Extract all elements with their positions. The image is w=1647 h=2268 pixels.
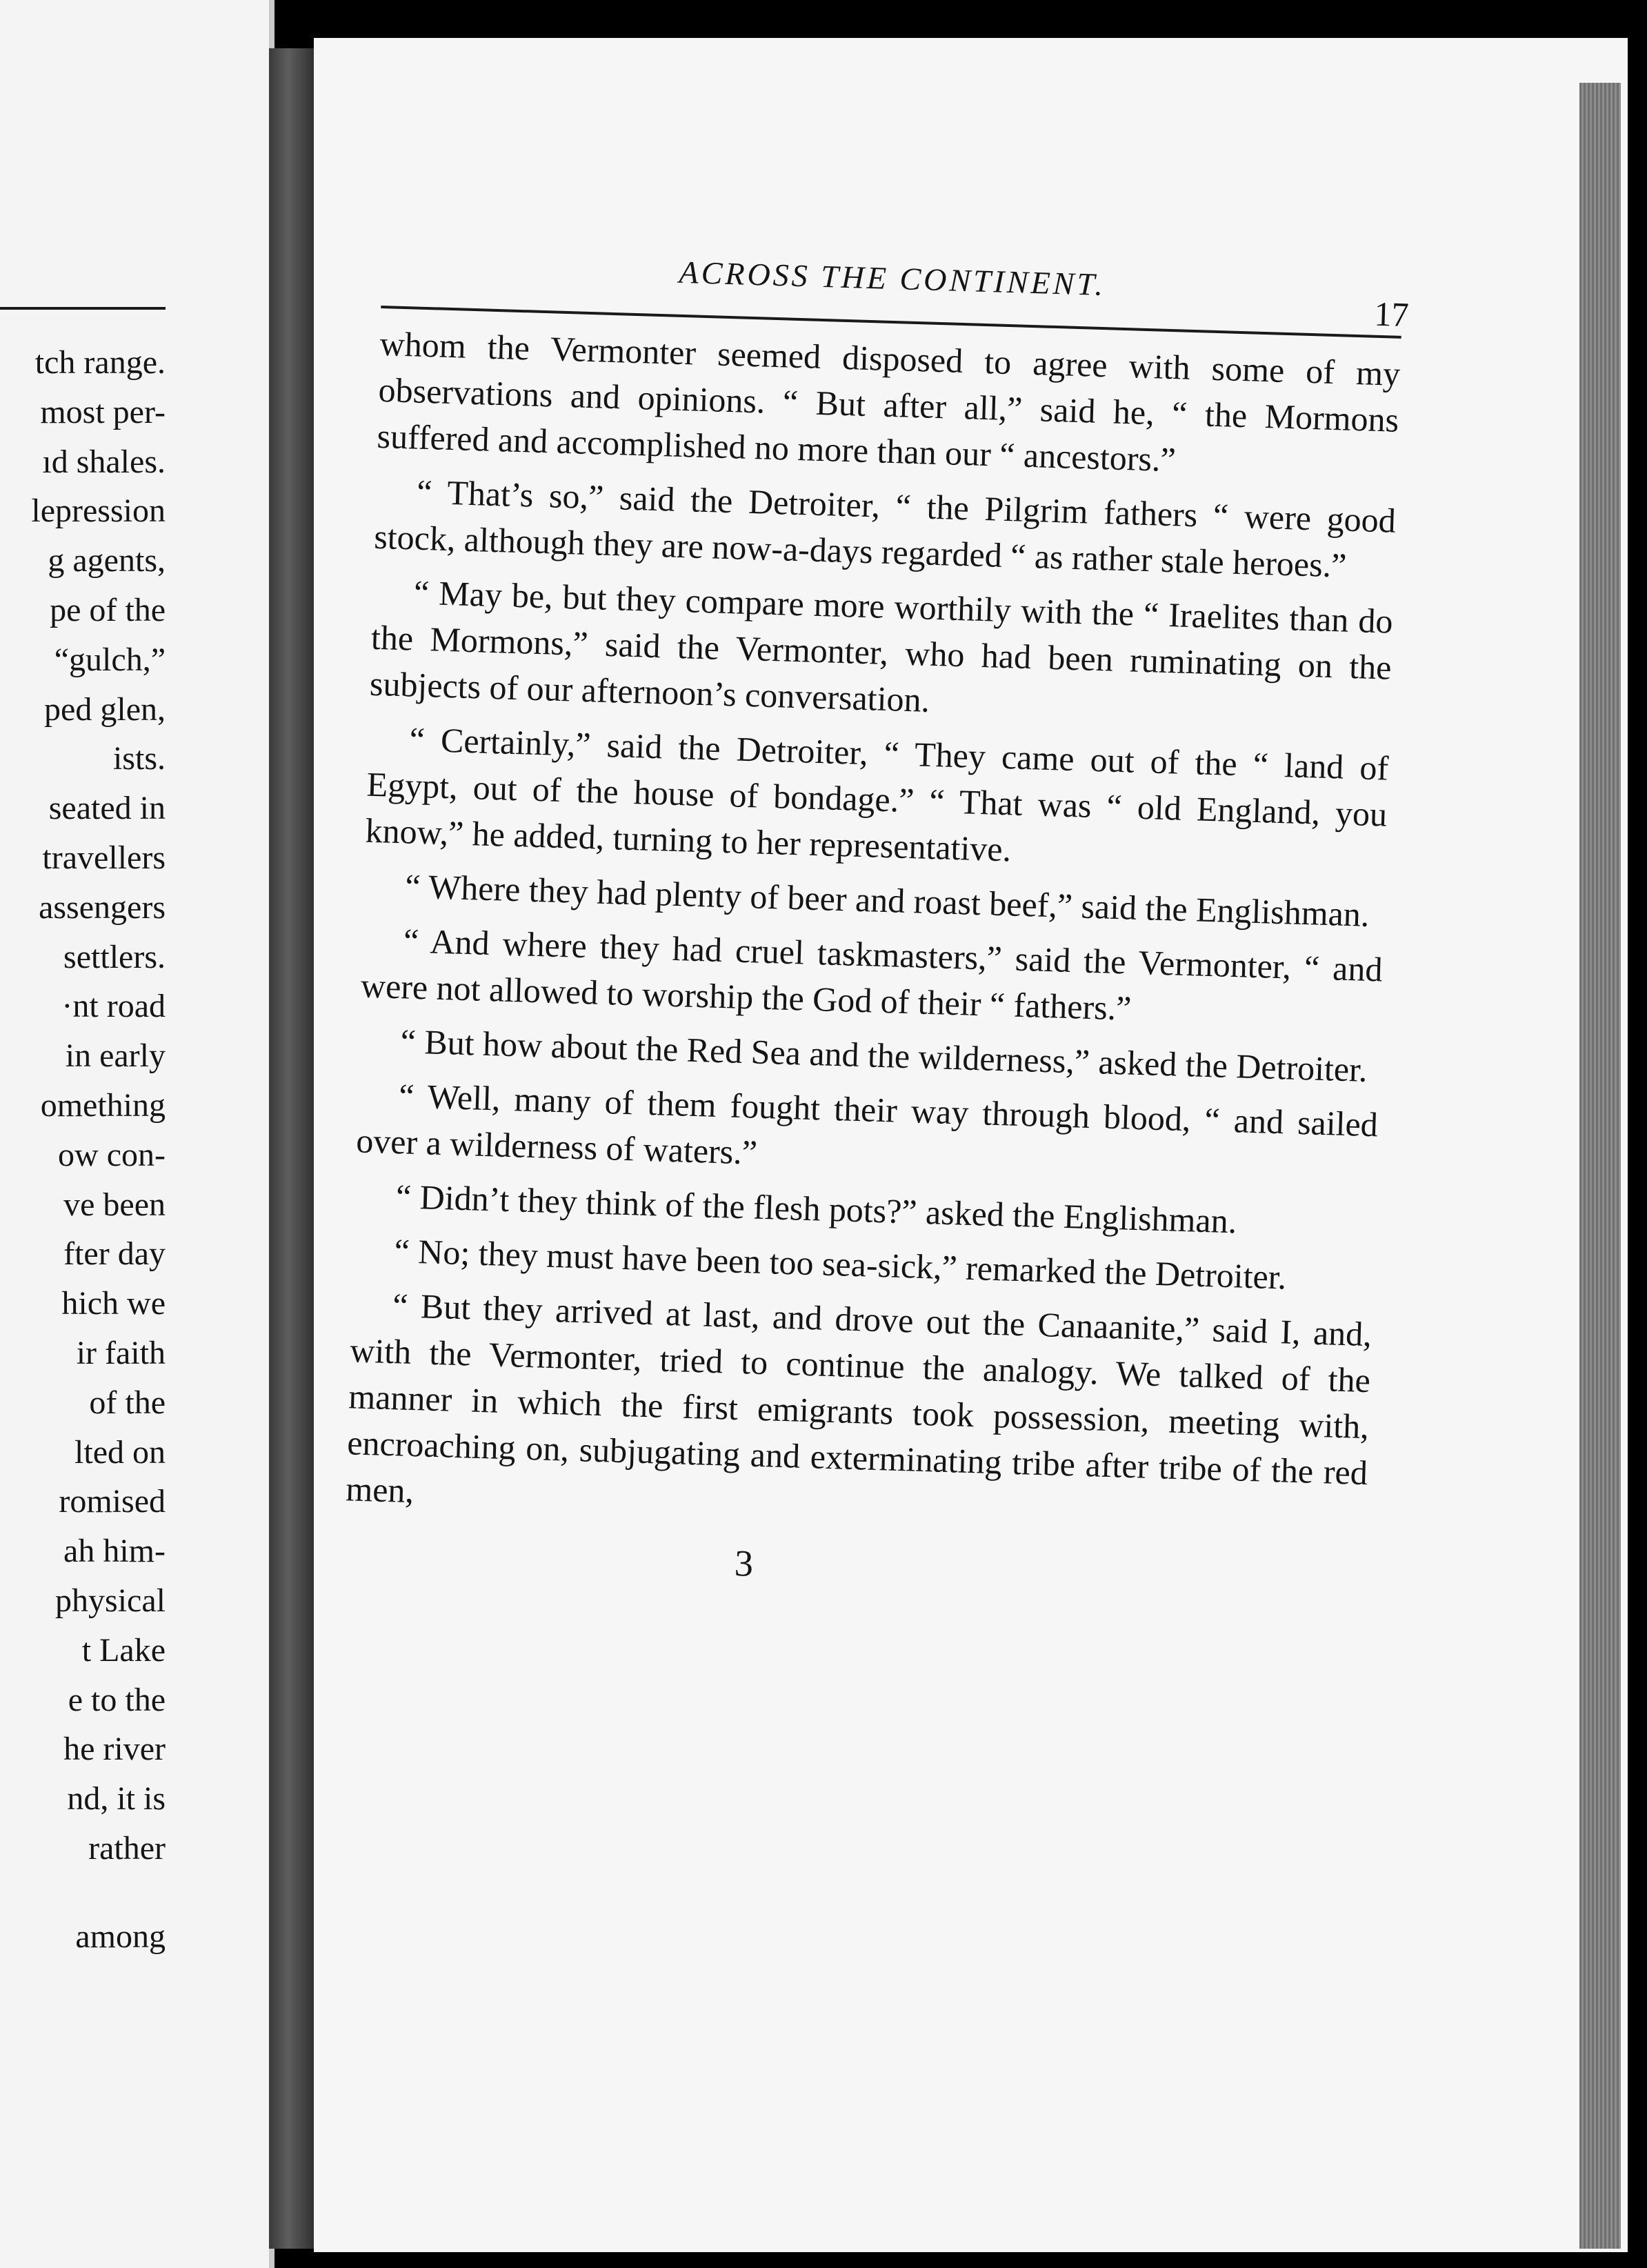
paragraph: “ Where they had plenty of beer and roast beef,” said the Englishman.: [404, 866, 1370, 934]
left-line: ir faith: [76, 1334, 166, 1371]
left-line: rather: [88, 1829, 166, 1867]
page-edges: [1579, 83, 1621, 2249]
left-line: tch range.: [34, 344, 166, 381]
left-line: travellers: [42, 839, 166, 876]
left-line: most per-: [40, 393, 166, 430]
left-last-line: among: [75, 1918, 166, 1955]
left-line: pe of the: [50, 591, 166, 628]
left-line: ah him-: [63, 1533, 166, 1570]
left-line: t Lake: [81, 1631, 166, 1669]
left-line: “gulch,”: [54, 641, 166, 678]
left-line: hich we: [61, 1285, 166, 1322]
left-line: ped glen,: [44, 690, 166, 728]
left-line: seated in: [48, 790, 166, 827]
left-line: nd, it is: [67, 1780, 166, 1818]
paragraph: “ But how about the Red Sea and the wilderness,” asked the Detroiter.: [399, 1022, 1368, 1089]
left-line: in early: [65, 1037, 166, 1075]
left-line: ists.: [112, 740, 166, 777]
page-number: 17: [1373, 294, 1410, 335]
left-line: ve been: [63, 1186, 166, 1223]
left-line: ow con-: [58, 1136, 166, 1173]
left-line: lted on: [74, 1433, 166, 1471]
left-line: lepression: [31, 493, 166, 530]
paragraph: “ Didn’t they think of the flesh pots?” asked the Englishman.: [395, 1177, 1238, 1241]
left-line: ıd shales.: [42, 443, 166, 480]
running-title: ACROSS THE CONTINENT.: [678, 254, 1106, 303]
left-line: physical: [55, 1582, 166, 1619]
paragraph: “ May be, but they compare more worthily with the “ Iraelites than do the Mormons,” said the Vermonter, who had been ruminating on the subjects of our afternoon’s conversation.: [369, 573, 1394, 719]
left-page-text: [31, 338, 166, 1873]
paragraph: “ Certainly,” said the Detroiter, “ They came out of the “ land of Egypt, out of the house of bondage.” “ That was “ old England, you know,” he added, turning to her representative.: [364, 719, 1389, 869]
paragraph: “ And where they had cruel taskmasters,” said the Vermonter, “ and were not allowed to worship the God of their “ fathers.”: [360, 921, 1384, 1028]
left-line: e to the: [68, 1681, 166, 1718]
signature-mark: 3: [734, 1542, 754, 1584]
paragraph: “ That’s so,” said the Detroiter, “ the Pilgrim fathers “ were good stock, although they are now-a-days regarded “ as rather stale heroes.”: [373, 472, 1397, 585]
left-line: of the: [89, 1384, 166, 1421]
left-line: assengers: [39, 888, 166, 926]
left-line: fter day: [63, 1235, 166, 1273]
paragraph: whom the Vermonter seemed disposed to agree with some of my observations and opinions. “ But after all,” said he, “ the Mormons suffered and accomplished no more than our “ ancestors.”: [376, 324, 1401, 479]
left-line: romised: [59, 1483, 166, 1520]
left-line: ·nt road: [61, 988, 166, 1025]
right-page-content: [343, 245, 1410, 1603]
book-gutter: [269, 48, 317, 2249]
paragraph: “ But they arrived at last, and drove out the Canaanite,” said I, and, with the Vermonter, tried to continue the analogy. We talked of the manner in which the first emigrants took possession, meeting with, encroaching on, subjugating and exterminating tribe after tribe of the red men,: [345, 1286, 1372, 1511]
left-facing-page: [0, 0, 274, 2268]
left-header-rule: [0, 307, 166, 310]
left-line: g agents,: [48, 542, 166, 579]
left-line: omething: [40, 1086, 166, 1124]
left-line: settlers.: [63, 938, 166, 975]
left-line: he river: [63, 1731, 166, 1768]
paragraph: “ Well, many of them fought their way through blood, “ and sailed over a wilderness of waters.”: [355, 1076, 1379, 1172]
paragraph: “ No; they must have been too sea-sick,” remarked the Detroiter.: [393, 1231, 1287, 1297]
